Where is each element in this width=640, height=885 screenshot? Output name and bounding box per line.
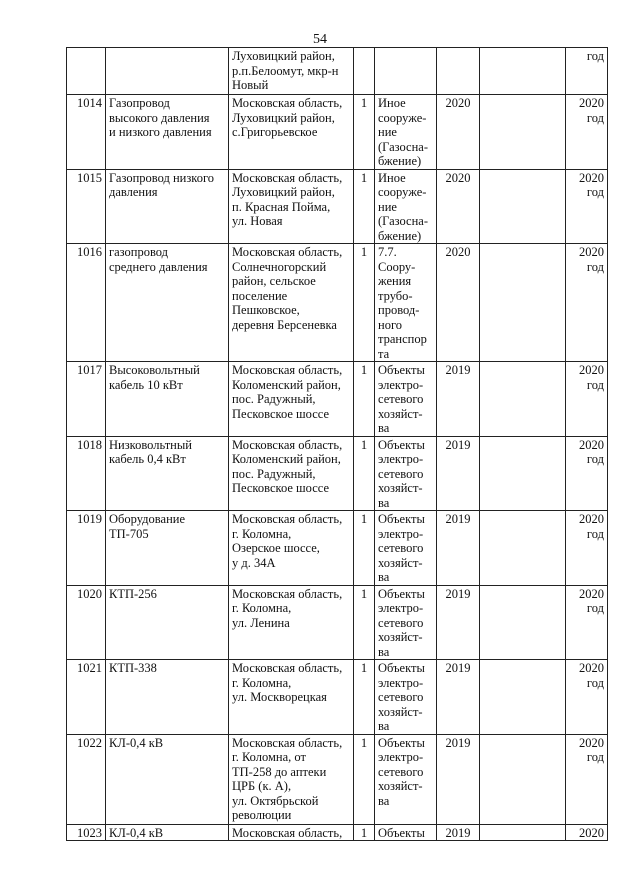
- object-address: Московская область, Коломенский район, пос. Радужный, Песковское шоссе: [232, 437, 343, 495]
- object-address-cell: [229, 436, 354, 511]
- object-address: Московская область, Солнечногорский район, сельское поселение Пешковское, деревня Берсеневка: [232, 245, 343, 332]
- object-category: Объекты электро- сетевого хозяйст- ва: [378, 437, 425, 510]
- object-address: Московская область, г. Коломна, от ТП-258 до аптеки ЦРБ (к. А), ул. Октябрьской революции: [232, 735, 343, 822]
- object-category: Иное сооруже- ние (Газосна- бжение): [378, 96, 428, 168]
- object-name-cell: [106, 585, 229, 660]
- object-quantity-cell: [354, 824, 375, 841]
- inclusion-date: 2020 год: [579, 512, 604, 541]
- object-category-cell: [375, 824, 437, 841]
- object-name-cell: [106, 511, 229, 586]
- commission-year-cell: [437, 95, 480, 170]
- object-quantity-cell: [354, 95, 375, 170]
- table-row: [67, 824, 608, 841]
- commission-year: 2019: [445, 735, 471, 750]
- row-number: 1016: [77, 245, 102, 259]
- row-number: 1018: [77, 437, 102, 452]
- object-quantity-cell: [354, 511, 375, 586]
- object-name: Высоковольтный кабель 10 кВт: [109, 363, 200, 392]
- table-row: [67, 244, 608, 362]
- object-quantity: 1: [360, 245, 368, 259]
- object-category-cell: [375, 585, 437, 660]
- object-name: газопровод среднего давления: [109, 245, 208, 274]
- inclusion-date-cell: [566, 362, 608, 437]
- object-quantity-cell: [354, 436, 375, 511]
- object-category-cell: [375, 169, 437, 244]
- object-quantity-cell: [354, 48, 375, 95]
- commission-year: 2019: [445, 661, 471, 675]
- object-quantity: 1: [360, 512, 368, 526]
- object-category-cell: [375, 95, 437, 170]
- commission-year: 2020: [445, 170, 471, 185]
- commission-year: 2020: [445, 245, 471, 259]
- object-name: Оборудование ТП-705: [109, 512, 186, 541]
- row-number: 1017: [77, 363, 102, 377]
- table-body: [67, 48, 608, 841]
- commission-year-cell: [437, 169, 480, 244]
- table-row: [67, 362, 608, 437]
- object-category: Иное сооруже- ние (Газосна- бжение): [378, 170, 428, 243]
- inclusion-date: 2020 год: [579, 363, 604, 392]
- row-number-cell: [67, 824, 106, 841]
- object-category-cell: [375, 244, 437, 362]
- object-category: Объекты электро- сетевого хозяйст- ва: [378, 735, 425, 808]
- object-quantity: 1: [360, 363, 368, 377]
- table-row: [67, 660, 608, 735]
- object-quantity: 1: [360, 735, 368, 750]
- inclusion-date-cell: [566, 169, 608, 244]
- object-address: Московская область, г. Коломна, Озерское шоссе, у д. 34А: [232, 512, 343, 570]
- table-row: [67, 734, 608, 824]
- inclusion-date: 2020 год: [579, 170, 604, 199]
- row-number: 1019: [77, 512, 102, 526]
- commission-year-cell: [437, 660, 480, 735]
- commission-year: 2019: [445, 825, 471, 840]
- empty-cell-cell: [480, 48, 566, 95]
- object-name-cell: [106, 660, 229, 735]
- object-quantity-cell: [354, 169, 375, 244]
- object-quantity-cell: [354, 244, 375, 362]
- object-quantity: 1: [360, 96, 368, 110]
- inclusion-date-cell: [566, 48, 608, 95]
- table-row: [67, 48, 608, 95]
- table-row: [67, 436, 608, 511]
- object-category: Объекты электро- сетевого хозяйст- ва: [378, 512, 425, 584]
- object-address: Московская область, Луховицкий район, с.Григорьевское: [232, 96, 343, 139]
- commission-year: 2019: [445, 586, 471, 601]
- row-number-cell: [67, 362, 106, 437]
- inclusion-date-cell: [566, 95, 608, 170]
- object-address: Московская область,: [232, 825, 343, 840]
- inclusion-date: 2020 год: [579, 586, 604, 615]
- inclusion-date-cell: [566, 244, 608, 362]
- object-quantity: 1: [360, 586, 368, 601]
- object-address-cell: [229, 48, 354, 95]
- empty-cell-cell: [480, 511, 566, 586]
- object-name-cell: [106, 734, 229, 824]
- object-category-cell: [375, 436, 437, 511]
- inclusion-date: 2020 год: [579, 661, 604, 690]
- commission-year: 2020: [445, 96, 471, 110]
- object-category-cell: [375, 362, 437, 437]
- empty-cell-cell: [480, 244, 566, 362]
- object-name: КЛ-0,4 кВ: [109, 735, 164, 750]
- object-address: Московская область, Коломенский район, пос. Радужный, Песковское шоссе: [232, 363, 343, 421]
- object-name-cell: [106, 362, 229, 437]
- row-number: 1020: [77, 586, 102, 601]
- inclusion-date-cell: [566, 824, 608, 841]
- row-number: 1015: [77, 170, 102, 185]
- empty-cell-cell: [480, 660, 566, 735]
- object-category-cell: [375, 660, 437, 735]
- object-quantity-cell: [354, 362, 375, 437]
- row-number: 1021: [77, 661, 102, 675]
- row-number-cell: [67, 169, 106, 244]
- object-name-cell: [106, 436, 229, 511]
- object-address-cell: [229, 660, 354, 735]
- row-number-cell: [67, 436, 106, 511]
- object-address-cell: [229, 244, 354, 362]
- object-name: КТП-338: [109, 661, 157, 675]
- commission-year-cell: [437, 734, 480, 824]
- object-quantity: 1: [360, 437, 368, 452]
- table-row: [67, 511, 608, 586]
- object-quantity: 1: [360, 825, 368, 840]
- object-name: КТП-256: [109, 586, 157, 601]
- empty-cell-cell: [480, 734, 566, 824]
- empty-cell-cell: [480, 169, 566, 244]
- object-name: КЛ-0,4 кВ: [109, 825, 164, 840]
- inclusion-date: 2020 год: [579, 245, 604, 274]
- row-number-cell: [67, 48, 106, 95]
- table-row: [67, 95, 608, 170]
- object-name-cell: [106, 824, 229, 841]
- object-name-cell: [106, 244, 229, 362]
- object-address: Луховицкий район, р.п.Белоомут, мкр-н Новый: [232, 49, 339, 92]
- object-category: Объекты электро- сетевого хозяйст- ва: [378, 586, 425, 659]
- commission-year-cell: [437, 585, 480, 660]
- table-row: [67, 169, 608, 244]
- object-category: 7.7. Соору- жения трубо- провод- ного транспор та: [378, 245, 427, 361]
- object-quantity: 1: [360, 170, 368, 185]
- inclusion-date: 2020 год: [579, 437, 604, 466]
- object-address-cell: [229, 511, 354, 586]
- object-quantity-cell: [354, 660, 375, 735]
- empty-cell-cell: [480, 362, 566, 437]
- row-number-cell: [67, 95, 106, 170]
- object-address-cell: [229, 95, 354, 170]
- inclusion-date: 2020 год: [579, 735, 604, 764]
- object-address-cell: [229, 824, 354, 841]
- row-number-cell: [67, 511, 106, 586]
- registry-table: [66, 47, 608, 841]
- commission-year: 2019: [445, 363, 471, 377]
- commission-year-cell: [437, 824, 480, 841]
- object-address-cell: [229, 169, 354, 244]
- object-address: Московская область, Луховицкий район, п. Красная Пойма, ул. Новая: [232, 170, 343, 228]
- commission-year-cell: [437, 48, 480, 95]
- object-quantity: 1: [360, 661, 368, 675]
- object-category: Объекты электро- сетевого хозяйст- ва: [378, 363, 425, 435]
- object-category-cell: [375, 48, 437, 95]
- row-number: 1022: [77, 735, 102, 750]
- object-category-cell: [375, 511, 437, 586]
- object-address: Московская область, г. Коломна, ул. Ленина: [232, 586, 343, 630]
- object-address-cell: [229, 734, 354, 824]
- commission-year-cell: [437, 244, 480, 362]
- object-quantity-cell: [354, 585, 375, 660]
- inclusion-date: 2020: [579, 825, 604, 840]
- object-name-cell: [106, 169, 229, 244]
- page-number: 54: [313, 32, 327, 47]
- object-category: Объекты: [378, 825, 425, 840]
- object-address-cell: [229, 362, 354, 437]
- inclusion-date-cell: [566, 734, 608, 824]
- row-number: 1023: [77, 825, 102, 840]
- empty-cell-cell: [480, 585, 566, 660]
- empty-cell-cell: [480, 95, 566, 170]
- inclusion-date-cell: [566, 585, 608, 660]
- empty-cell-cell: [480, 436, 566, 511]
- object-category: Объекты электро- сетевого хозяйст- ва: [378, 661, 425, 733]
- object-name: Газопровод высокого давления и низкого давления: [109, 96, 212, 139]
- commission-year: 2019: [445, 512, 471, 526]
- inclusion-date-cell: [566, 436, 608, 511]
- object-name: Низковольтный кабель 0,4 кВт: [109, 437, 192, 466]
- inclusion-date-cell: [566, 660, 608, 735]
- commission-year-cell: [437, 362, 480, 437]
- object-address: Московская область, г. Коломна, ул. Москворецкая: [232, 661, 343, 704]
- inclusion-date-cell: [566, 511, 608, 586]
- inclusion-date: 2020 год: [579, 96, 604, 125]
- table-row: [67, 585, 608, 660]
- commission-year-cell: [437, 511, 480, 586]
- object-category-cell: [375, 734, 437, 824]
- object-name-cell: [106, 48, 229, 95]
- object-name-cell: [106, 95, 229, 170]
- object-quantity-cell: [354, 734, 375, 824]
- object-name: Газопровод низкого давления: [109, 170, 215, 199]
- object-address-cell: [229, 585, 354, 660]
- row-number-cell: [67, 734, 106, 824]
- empty-cell-cell: [480, 824, 566, 841]
- row-number-cell: [67, 585, 106, 660]
- commission-year-cell: [437, 436, 480, 511]
- commission-year: 2019: [445, 437, 471, 452]
- inclusion-date: год: [586, 49, 604, 63]
- row-number-cell: [67, 244, 106, 362]
- row-number: 1014: [77, 96, 102, 110]
- row-number-cell: [67, 660, 106, 735]
